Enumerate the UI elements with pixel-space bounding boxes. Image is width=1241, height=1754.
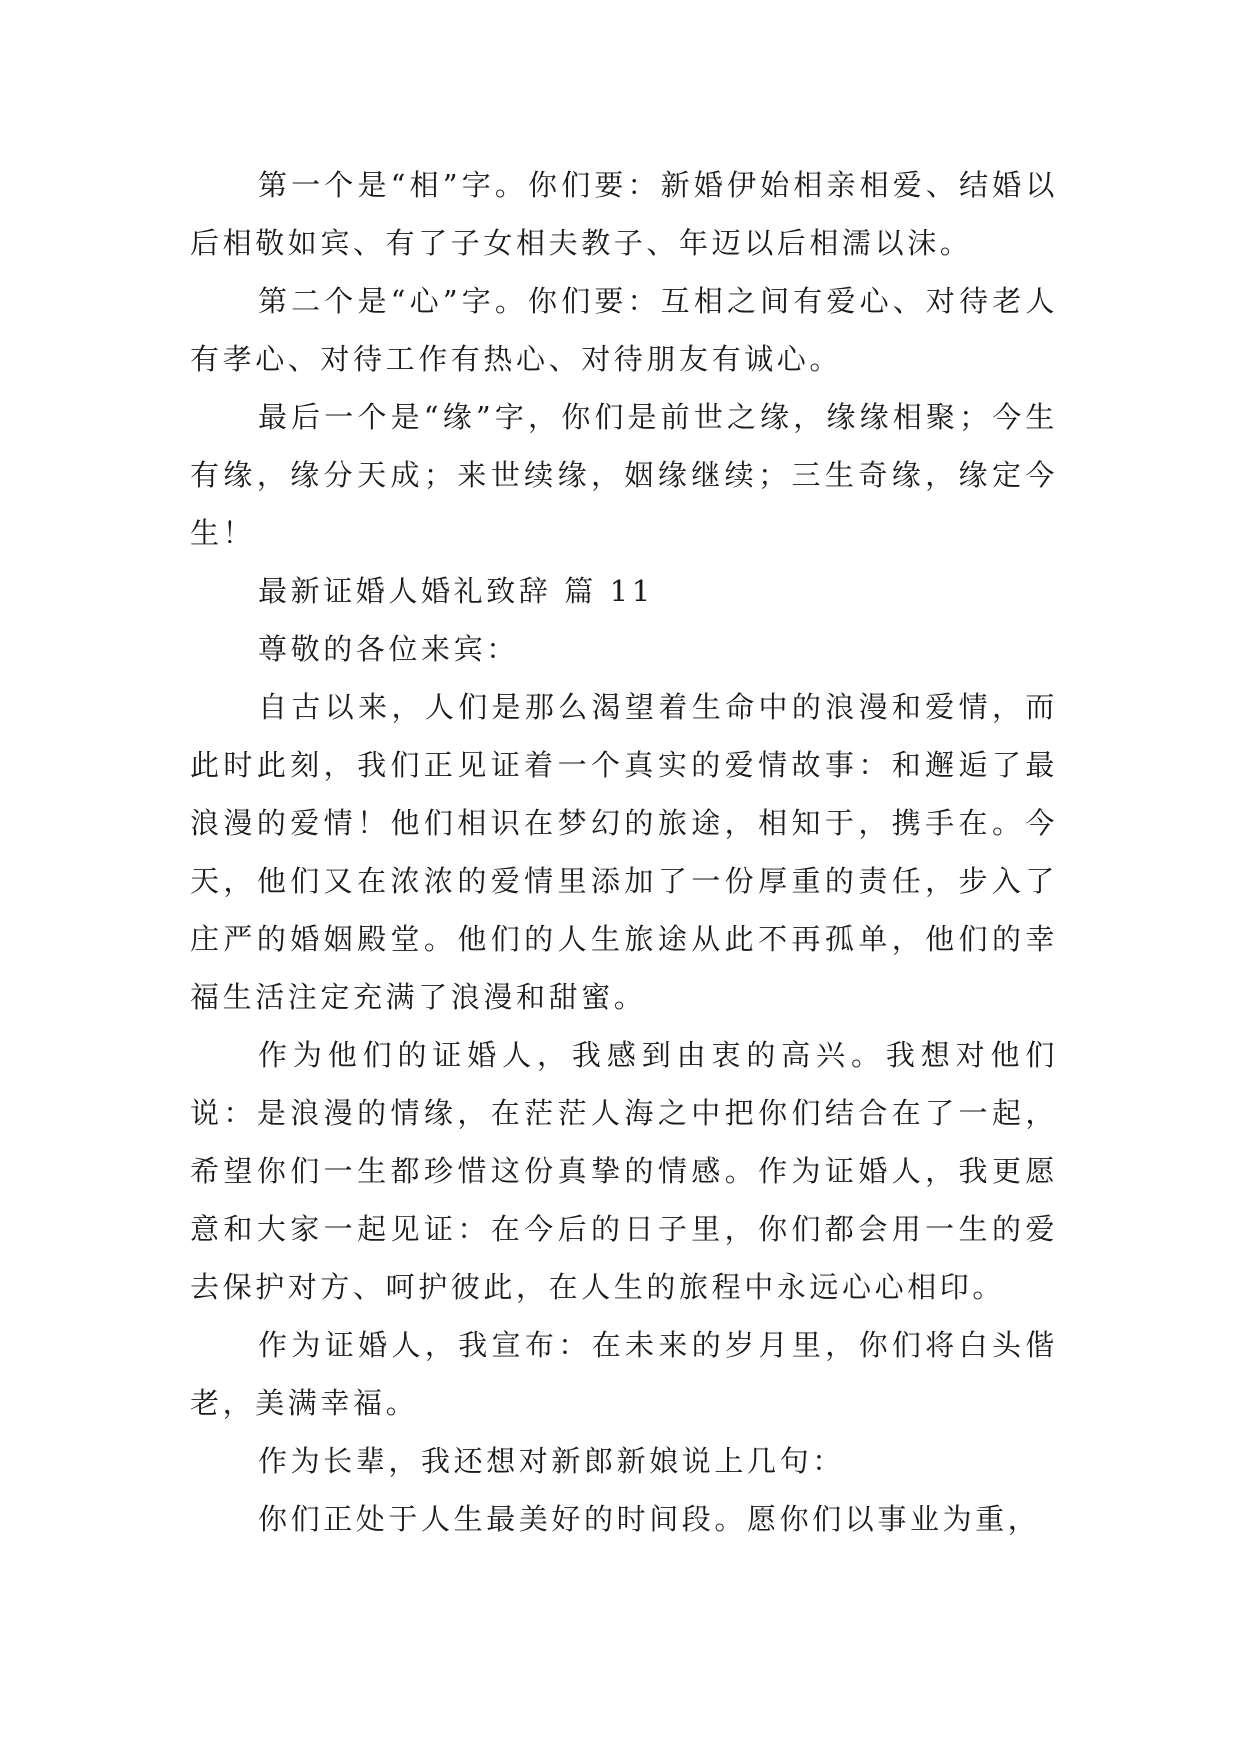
- paragraph-yuan: 最后一个是“缘”字，你们是前世之缘，缘缘相聚；今生有缘，缘分天成；来世续缘，姻缘继续；三生奇缘，缘定今生！: [190, 400, 1058, 550]
- paragraph-advice: 你们正处于人生最美好的时间段。愿你们以事业为重，: [258, 1502, 1041, 1536]
- paragraph-witness: 作为他们的证婚人，我感到由衷的高兴。我想对他们说：是浪漫的情缘，在茫茫人海之中把你们结合在了一起，希望你们一生都珍惜这份真挚的情感。作为证婚人，我更愿意和大家一起见证：在今后的日子里，你们都会用一生的爱去保护对方、呵护彼此，在人生的旅程中永远心心相印。: [190, 1038, 1058, 1304]
- paragraph-elder-intro: 作为长辈，我还想对新郎新娘说上几句：: [258, 1444, 845, 1478]
- paragraph-love-story: 自古以来，人们是那么渴望着生命中的浪漫和爱情，而此时此刻，我们正见证着一个真实的爱情故事：和邂逅了最浪漫的爱情！他们相识在梦幻的旅途，相知于，携手在。今天，他们又在浓浓的爱情里添加了一份厚重的责任，步入了庄严的婚姻殿堂。他们的人生旅途从此不再孤单，他们的幸福生活注定充满了浪漫和甜蜜。: [190, 690, 1058, 1014]
- paragraph-xin: 第二个是“心”字。你们要：互相之间有爱心、对待老人有孝心、对待工作有热心、对待朋友有诚心。: [190, 284, 1058, 376]
- document-body: [190, 156, 1058, 1548]
- paragraph-xiang: 第一个是“相”字。你们要：新婚伊始相亲相爱、结婚以后相敬如宾、有了子女相夫教子、年迈以后相濡以沫。: [190, 168, 1058, 260]
- salutation: 尊敬的各位来宾：: [258, 632, 519, 666]
- paragraph-announcement: 作为证婚人，我宣布：在未来的岁月里，你们将白头偕老，美满幸福。: [190, 1328, 1058, 1420]
- section-heading: 最新证婚人婚礼致辞 篇 11: [258, 574, 654, 608]
